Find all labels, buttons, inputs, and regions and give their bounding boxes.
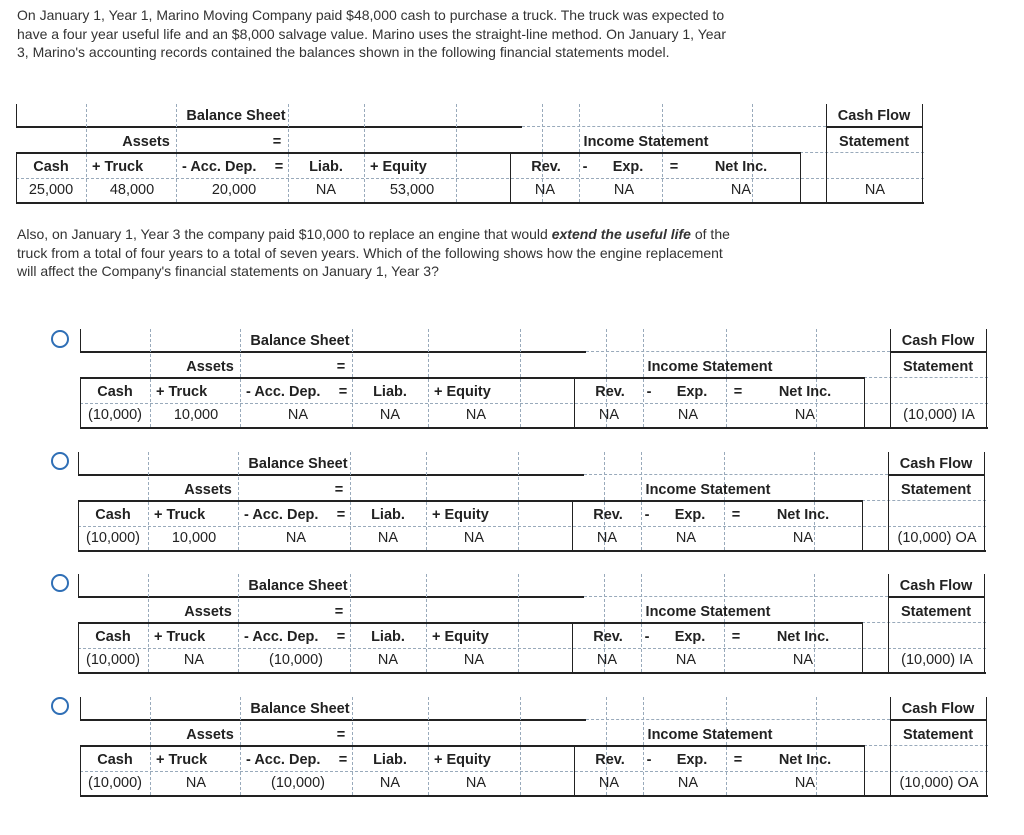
- cash-value: (10,000): [85, 530, 140, 546]
- income-statement-title: Income Statement: [647, 359, 773, 375]
- liab-value: NA: [377, 530, 399, 546]
- assets-header: Assets: [122, 134, 170, 150]
- grid-line: [574, 745, 864, 747]
- equity-value: NA: [463, 652, 485, 668]
- grid-line: [800, 152, 801, 202]
- grid-line: [518, 452, 519, 550]
- truck-value: 10,000: [173, 407, 219, 423]
- grid-line: [80, 719, 586, 721]
- grid-line: [641, 452, 642, 550]
- truck-label: + Truck: [92, 159, 144, 175]
- minus-label: -: [646, 752, 652, 768]
- cash-flow-statement-title: Statement: [838, 134, 910, 150]
- equals-label: =: [336, 507, 346, 523]
- grid-line: [150, 329, 151, 427]
- grid-line: [890, 351, 986, 353]
- grid-line: [862, 500, 986, 501]
- grid-line: [662, 104, 663, 202]
- prompt-text-before: Also, on January 1, Year 3 the company paid $10,000 to replace an engine that would: [17, 226, 552, 242]
- option-c-model: [78, 574, 986, 674]
- equals-header: =: [334, 604, 344, 620]
- income-statement-title: Income Statement: [583, 134, 709, 150]
- equals-label: =: [338, 752, 348, 768]
- grid-line: [150, 697, 151, 795]
- rev-label: Rev.: [593, 507, 623, 523]
- cash-label: Cash: [95, 629, 131, 645]
- grid-line: [864, 745, 988, 746]
- cash-flow-title: Cash Flow: [899, 578, 973, 594]
- grid-line: [518, 574, 519, 672]
- rev-value: NA: [534, 182, 556, 198]
- grid-line: [724, 452, 725, 550]
- liab-label: Liab.: [371, 629, 405, 645]
- acc-dep-label: - Acc. Dep.: [244, 507, 319, 523]
- grid-line: [864, 377, 865, 427]
- truck-label: + Truck: [156, 752, 208, 768]
- cash-flow-statement-title: Statement: [900, 604, 972, 620]
- grid-line: [574, 745, 575, 795]
- cash-flow-value: (10,000) OA: [899, 775, 979, 791]
- grid-line: [572, 500, 573, 550]
- exp-label: Exp.: [674, 629, 706, 645]
- cash-value: (10,000): [85, 652, 140, 668]
- equity-label: + Equity: [432, 629, 489, 645]
- equals-is-label: =: [731, 507, 741, 523]
- exp-label: Exp.: [674, 507, 706, 523]
- grid-line: [78, 574, 79, 598]
- option-a-model: [80, 329, 988, 429]
- grid-line: [78, 648, 986, 649]
- equals-header: =: [336, 359, 346, 375]
- grid-line: [78, 500, 584, 502]
- equity-value: NA: [465, 407, 487, 423]
- grid-line: [862, 622, 986, 623]
- grid-line: [78, 550, 986, 552]
- equals-is-label: =: [731, 629, 741, 645]
- net-inc-value: NA: [794, 407, 816, 423]
- truck-value: NA: [185, 775, 207, 791]
- net-inc-label: Net Inc.: [778, 384, 832, 400]
- exp-value: NA: [677, 407, 699, 423]
- equals-label: =: [338, 384, 348, 400]
- grid-line: [78, 452, 79, 476]
- exp-value: NA: [677, 775, 699, 791]
- net-inc-label: Net Inc.: [714, 159, 768, 175]
- grid-line: [16, 178, 924, 179]
- grid-line: [572, 622, 573, 672]
- rev-label: Rev.: [595, 384, 625, 400]
- grid-line: [984, 452, 985, 550]
- grid-line: [428, 697, 429, 795]
- truck-label: + Truck: [154, 629, 206, 645]
- cash-flow-value: (10,000) IA: [901, 652, 973, 668]
- balance-sheet-title: Balance Sheet: [250, 701, 350, 717]
- cash-value: (10,000): [87, 407, 142, 423]
- grid-line: [80, 697, 81, 721]
- grid-line: [78, 526, 986, 527]
- grid-line: [572, 500, 862, 502]
- grid-line: [510, 152, 800, 154]
- liab-value: NA: [379, 407, 401, 423]
- grid-line: [510, 152, 511, 202]
- grid-line: [426, 452, 427, 550]
- liab-label: Liab.: [371, 507, 405, 523]
- equity-value: 53,000: [389, 182, 435, 198]
- grid-line: [643, 697, 644, 795]
- grid-line: [80, 329, 81, 353]
- acc-dep-label: - Acc. Dep.: [246, 752, 321, 768]
- net-inc-value: NA: [794, 775, 816, 791]
- option-a-radio[interactable]: [51, 330, 69, 348]
- grid-line: [78, 596, 584, 598]
- option-d-radio[interactable]: [51, 697, 69, 715]
- grid-line: [428, 329, 429, 427]
- grid-line: [584, 596, 888, 597]
- cash-flow-title: Cash Flow: [837, 108, 911, 124]
- balance-sheet-title: Balance Sheet: [186, 108, 286, 124]
- grid-line: [922, 104, 923, 202]
- grid-line: [80, 377, 586, 379]
- grid-line: [862, 500, 863, 550]
- cash-flow-value: (10,000) IA: [903, 407, 975, 423]
- minus-label: -: [646, 384, 652, 400]
- grid-line: [80, 771, 988, 772]
- grid-line: [584, 474, 888, 475]
- liab-label: Liab.: [373, 384, 407, 400]
- grid-line: [78, 474, 584, 476]
- question-intro: On January 1, Year 1, Marino Moving Company paid $48,000 cash to purchase a truck. The truck was expected to have a four year useful life and an $8,000 salvage value. Marino uses the straight-line method. On January 1, Year 3, Marino's accounting records contained the balances shown in the following financial statements model.: [17, 7, 726, 60]
- minus-label: -: [582, 159, 588, 175]
- grid-line: [864, 745, 865, 795]
- acc-dep-label: - Acc. Dep.: [246, 384, 321, 400]
- option-d-model: [80, 697, 988, 797]
- exp-label: Exp.: [676, 384, 708, 400]
- income-statement-title: Income Statement: [647, 727, 773, 743]
- cash-flow-title: Cash Flow: [899, 456, 973, 472]
- net-inc-value: NA: [792, 652, 814, 668]
- grid-line: [579, 104, 580, 202]
- exp-value: NA: [675, 652, 697, 668]
- net-inc-label: Net Inc.: [776, 629, 830, 645]
- rev-value: NA: [596, 530, 618, 546]
- exp-value: NA: [675, 530, 697, 546]
- equity-label: + Equity: [434, 384, 491, 400]
- balance-sheet-title: Balance Sheet: [248, 456, 348, 472]
- grid-line: [426, 574, 427, 672]
- truck-value: 10,000: [171, 530, 217, 546]
- grid-line: [986, 329, 987, 427]
- grid-line: [800, 152, 924, 153]
- grid-line: [890, 719, 986, 721]
- cash-value: (10,000): [87, 775, 142, 791]
- grid-line: [984, 574, 985, 672]
- grid-line: [574, 377, 864, 379]
- liab-value: NA: [315, 182, 337, 198]
- grid-line: [888, 474, 984, 476]
- assets-header: Assets: [186, 359, 234, 375]
- balance-sheet-title: Balance Sheet: [248, 578, 348, 594]
- grid-line: [726, 329, 727, 427]
- prompt-text-after: of the truck from a total of four years to a total of seven years. Which of the following shows how the engine replacement will affect the Company's financial statements on January 1, Year 3?: [17, 226, 730, 279]
- grid-line: [16, 104, 17, 128]
- liab-value: NA: [377, 652, 399, 668]
- liab-value: NA: [379, 775, 401, 791]
- equity-label: + Equity: [434, 752, 491, 768]
- grid-line: [456, 104, 457, 202]
- grid-line: [80, 427, 988, 429]
- cash-flow-statement-title: Statement: [900, 482, 972, 498]
- grid-line: [572, 622, 862, 624]
- exp-label: Exp.: [612, 159, 644, 175]
- equals-header: =: [334, 482, 344, 498]
- option-b-model: [78, 452, 986, 552]
- truck-value: 48,000: [109, 182, 155, 198]
- assets-header: Assets: [186, 727, 234, 743]
- acc-dep-value: (10,000): [270, 775, 325, 791]
- truck-label: + Truck: [154, 507, 206, 523]
- cash-flow-statement-title: Statement: [902, 727, 974, 743]
- cash-label: Cash: [97, 752, 133, 768]
- option-b-radio[interactable]: [51, 452, 69, 470]
- equity-label: + Equity: [370, 159, 427, 175]
- grid-line: [86, 104, 87, 202]
- net-inc-label: Net Inc.: [776, 507, 830, 523]
- equals-label: =: [336, 629, 346, 645]
- grid-line: [862, 622, 863, 672]
- cash-flow-statement-title: Statement: [902, 359, 974, 375]
- grid-line: [986, 697, 987, 795]
- grid-line: [78, 622, 584, 624]
- equals-header: =: [336, 727, 346, 743]
- cash-label: Cash: [97, 384, 133, 400]
- equals-is-label: =: [733, 752, 743, 768]
- acc-dep-value: 20,000: [211, 182, 257, 198]
- grid-line: [864, 377, 988, 378]
- grid-line: [888, 596, 984, 598]
- rev-label: Rev.: [595, 752, 625, 768]
- cash-flow-value: (10,000) OA: [897, 530, 977, 546]
- rev-value: NA: [598, 775, 620, 791]
- question-prompt: [17, 225, 737, 281]
- cash-flow-value: NA: [864, 182, 886, 198]
- cash-label: Cash: [33, 159, 69, 175]
- rev-label: Rev.: [593, 629, 623, 645]
- grid-line: [574, 377, 575, 427]
- acc-dep-value: NA: [287, 407, 309, 423]
- cash-label: Cash: [95, 507, 131, 523]
- liab-label: Liab.: [373, 752, 407, 768]
- acc-dep-value: NA: [285, 530, 307, 546]
- grid-line: [148, 574, 149, 672]
- rev-label: Rev.: [531, 159, 561, 175]
- grid-line: [586, 719, 890, 720]
- grid-line: [520, 697, 521, 795]
- liab-label: Liab.: [309, 159, 343, 175]
- equals-is-label: =: [733, 384, 743, 400]
- financial-model-given: [16, 104, 924, 204]
- grid-line: [641, 574, 642, 672]
- acc-dep-label: - Acc. Dep.: [244, 629, 319, 645]
- equals-label: =: [274, 159, 284, 175]
- cash-flow-title: Cash Flow: [901, 701, 975, 717]
- assets-header: Assets: [184, 604, 232, 620]
- grid-line: [726, 697, 727, 795]
- equals-header: =: [272, 134, 282, 150]
- acc-dep-label: - Acc. Dep.: [182, 159, 257, 175]
- prompt-emphasis: extend the useful life: [551, 226, 691, 242]
- grid-line: [364, 104, 365, 202]
- income-statement-title: Income Statement: [645, 604, 771, 620]
- grid-line: [16, 126, 522, 128]
- net-inc-label: Net Inc.: [778, 752, 832, 768]
- grid-line: [80, 403, 988, 404]
- grid-line: [520, 329, 521, 427]
- truck-value: NA: [183, 652, 205, 668]
- grid-line: [724, 574, 725, 672]
- grid-line: [78, 672, 986, 674]
- equity-value: NA: [463, 530, 485, 546]
- grid-line: [148, 452, 149, 550]
- balance-sheet-title: Balance Sheet: [250, 333, 350, 349]
- acc-dep-value: (10,000): [268, 652, 323, 668]
- grid-line: [586, 351, 890, 352]
- grid-line: [16, 152, 522, 154]
- option-c-radio[interactable]: [51, 574, 69, 592]
- minus-label: -: [644, 507, 650, 523]
- equity-value: NA: [465, 775, 487, 791]
- net-inc-value: NA: [792, 530, 814, 546]
- grid-line: [16, 202, 924, 204]
- assets-header: Assets: [184, 482, 232, 498]
- net-inc-value: NA: [730, 182, 752, 198]
- grid-line: [80, 745, 586, 747]
- truck-label: + Truck: [156, 384, 208, 400]
- rev-value: NA: [596, 652, 618, 668]
- exp-value: NA: [613, 182, 635, 198]
- cash-flow-title: Cash Flow: [901, 333, 975, 349]
- exp-label: Exp.: [676, 752, 708, 768]
- grid-line: [522, 126, 826, 127]
- rev-value: NA: [598, 407, 620, 423]
- cash-value: 25,000: [28, 182, 74, 198]
- grid-line: [643, 329, 644, 427]
- equals-is-label: =: [669, 159, 679, 175]
- equity-label: + Equity: [432, 507, 489, 523]
- grid-line: [80, 795, 988, 797]
- income-statement-title: Income Statement: [645, 482, 771, 498]
- grid-line: [80, 351, 586, 353]
- grid-line: [826, 126, 922, 128]
- minus-label: -: [644, 629, 650, 645]
